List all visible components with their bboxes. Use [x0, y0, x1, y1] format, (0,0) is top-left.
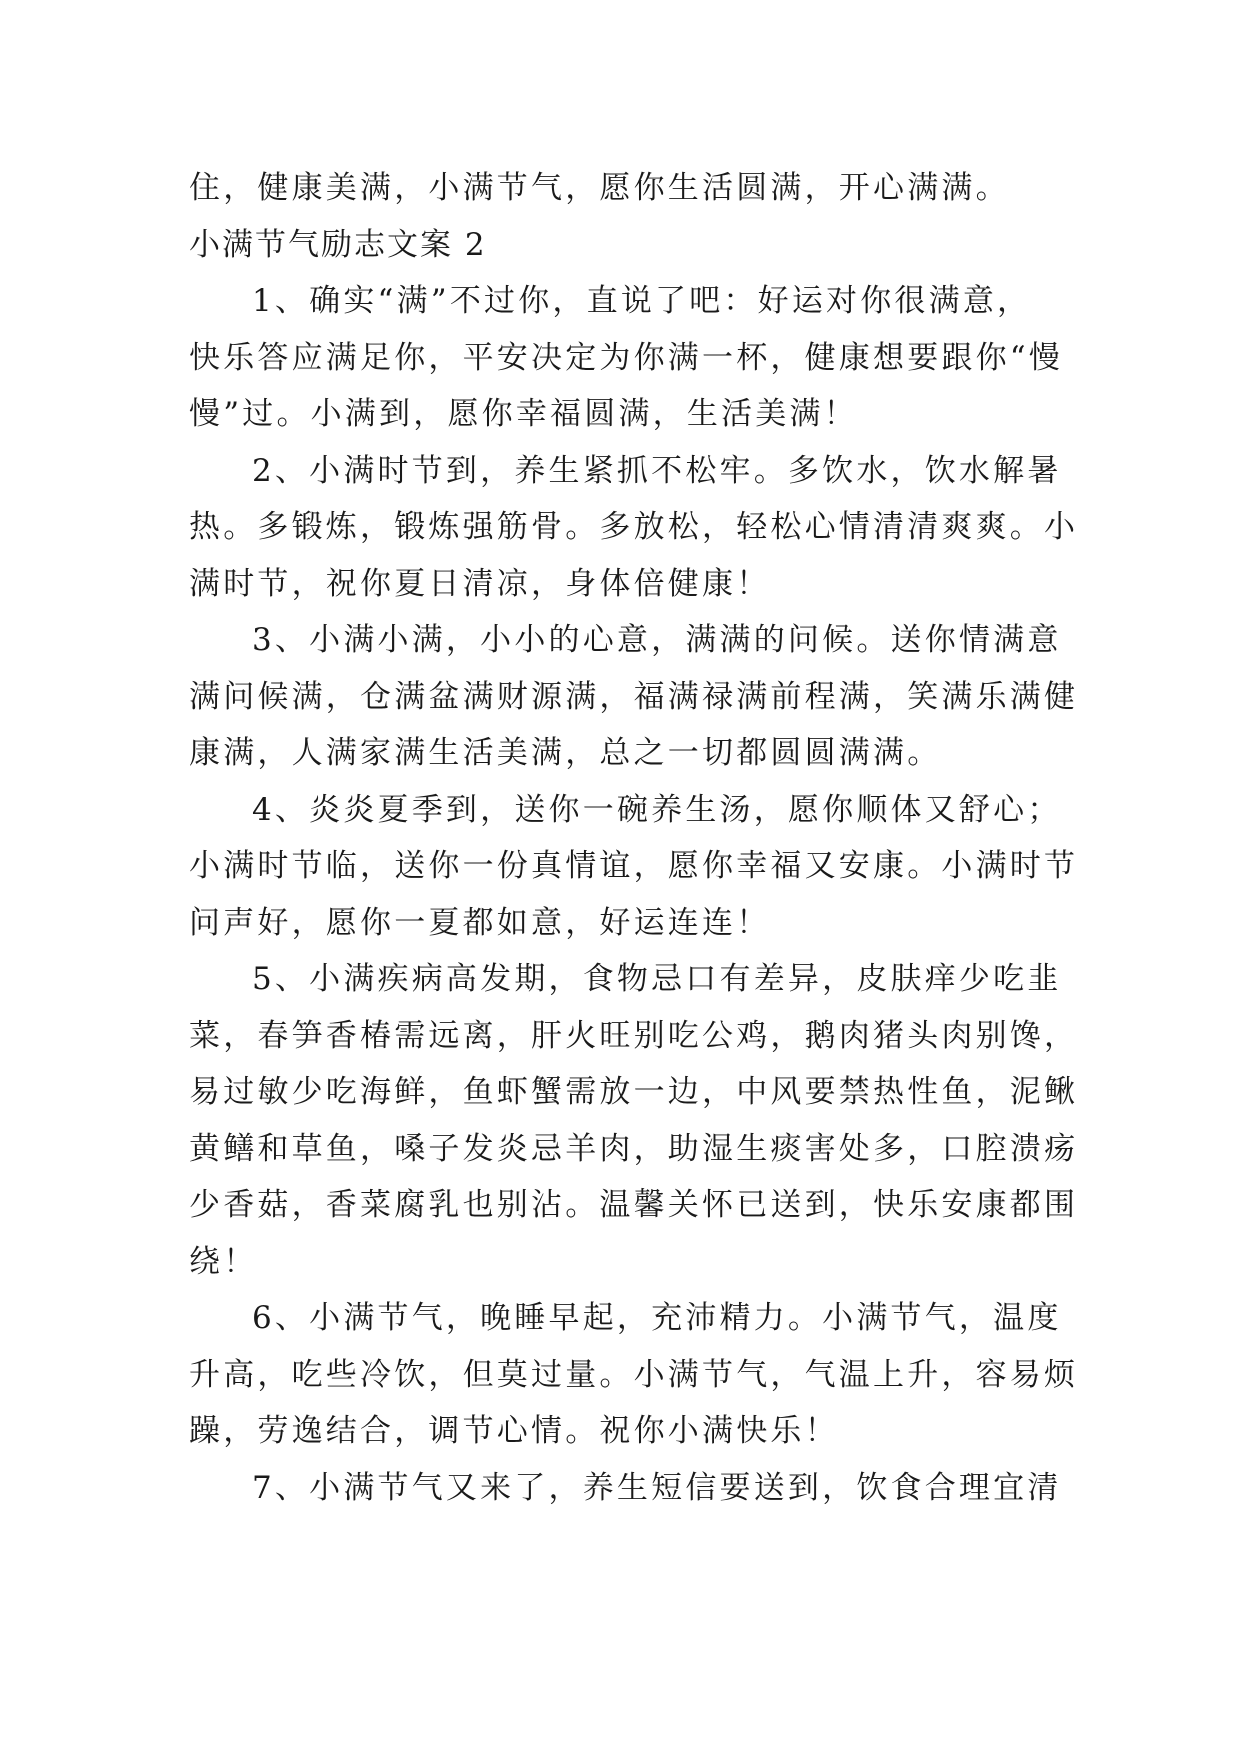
paragraph-line: 5、小满疾病高发期，食物忌口有差异，皮肤痒少吃韭: [252, 961, 1062, 997]
paragraph-4: [189, 782, 1079, 952]
paragraph-5: [189, 951, 1079, 1290]
paragraph-line: 6、小满节气，晚睡早起，充沛精力。小满节气，温度: [252, 1300, 1062, 1336]
paragraph-6: [189, 1290, 1079, 1460]
paragraph-line: 满问候满，仓满盆满财源满，福满禄满前程满，笑满乐满健: [189, 678, 1079, 715]
paragraph-line: 黄鳝和草鱼，嗓子发炎忌羊肉，助湿生痰害处多，口腔溃疡: [189, 1130, 1079, 1167]
paragraph-line: 问声好，愿你一夏都如意，好运连连！: [189, 904, 771, 941]
paragraph-7: [189, 1460, 1062, 1517]
section-title: 小满节气励志文案 2: [189, 226, 487, 263]
paragraph-line: 绕！: [189, 1243, 258, 1280]
paragraph-3: [189, 612, 1079, 782]
paragraph-line: 4、炎炎夏季到，送你一碗养生汤，愿你顺体又舒心；: [252, 791, 1062, 828]
continuation-line: 住，健康美满，小满节气，愿你生活圆满，开心满满。: [189, 170, 1010, 206]
paragraph-line: 1、确实“满”不过你，直说了吧：好运对你很满意，: [252, 283, 1032, 319]
paragraph-2: [189, 443, 1079, 613]
paragraph-line: 易过敏少吃海鲜，鱼虾蟹需放一边，中风要禁热性鱼，泥鳅: [189, 1074, 1079, 1110]
document-body: [189, 160, 1079, 1516]
paragraph-line: 康满，人满家满生活美满，总之一切都圆圆满满。: [189, 735, 942, 771]
paragraph-line: 少香菇，香菜腐乳也别沾。温馨关怀已送到，快乐安康都围: [189, 1187, 1079, 1223]
paragraph-line: 7、小满节气又来了，养生短信要送到，饮食合理宜清: [252, 1469, 1062, 1506]
paragraph-line: 菜，春笋香椿需远离，肝火旺别吃公鸡，鹅肉猪头肉别馋，: [189, 1017, 1079, 1054]
paragraph-1: [189, 273, 1064, 443]
paragraph-line: 躁，劳逸结合，调节心情。祝你小满快乐！: [189, 1413, 839, 1449]
paragraph-line: 慢”过。小满到，愿你幸福圆满，生活美满！: [189, 396, 858, 432]
paragraph-line: 升高，吃些冷饮，但莫过量。小满节气，气温上升，容易烦: [189, 1356, 1079, 1393]
paragraph-line: 小满时节临，送你一份真情谊，愿你幸福又安康。小满时节: [189, 848, 1079, 884]
paragraph-line: 3、小满小满，小小的心意，满满的问候。送你情满意: [252, 622, 1062, 658]
paragraph-line: 快乐答应满足你，平安决定为你满一杯，健康想要跟你“慢: [189, 339, 1064, 376]
paragraph-line: 满时节，祝你夏日清凉，身体倍健康！: [189, 565, 771, 602]
paragraph-line: 2、小满时节到，养生紧抓不松牢。多饮水，饮水解暑: [252, 452, 1062, 489]
paragraph-line: 热。多锻炼，锻炼强筋骨。多放松，轻松心情清清爽爽。小: [189, 509, 1079, 545]
